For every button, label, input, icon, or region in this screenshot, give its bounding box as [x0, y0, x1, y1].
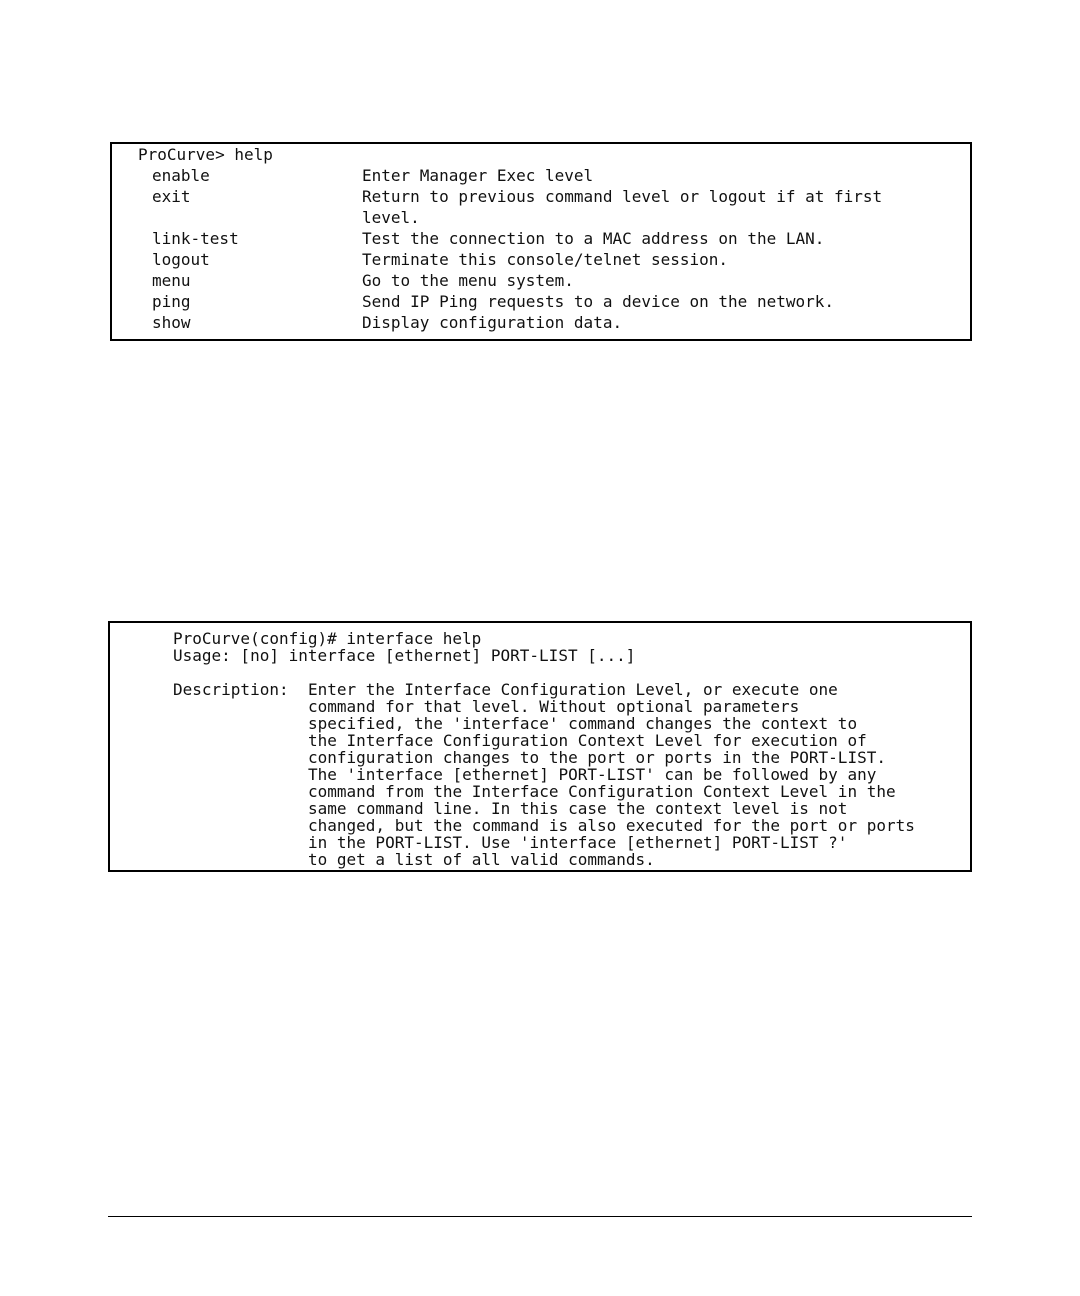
description-line: the Interface Configuration Context Level for execution of	[308, 731, 867, 750]
description-line: changed, but the command is also executed for the port or ports	[308, 816, 915, 835]
command-desc: Terminate this console/telnet session.	[362, 250, 729, 269]
description-line: specified, the 'interface' command changes the context to	[308, 714, 858, 733]
description-line: command from the Interface Configuration Context Level in the	[308, 782, 896, 801]
command-desc: Send IP Ping requests to a device on the network.	[362, 292, 835, 311]
command-name: ping	[152, 292, 191, 311]
description-line: in the PORT-LIST. Use 'interface [ethernet] PORT-LIST ?'	[308, 833, 848, 852]
description-line: Enter the Interface Configuration Level, or execute one	[308, 680, 838, 699]
command-name: enable	[152, 166, 210, 185]
command-name: logout	[152, 250, 210, 269]
command-name: link-test	[152, 229, 239, 248]
command-desc: Test the connection to a MAC address on the LAN.	[362, 229, 825, 248]
description-label: Description:	[173, 680, 289, 699]
command-name: exit	[152, 187, 191, 206]
command-desc: Go to the menu system.	[362, 271, 574, 290]
help-output-box	[110, 142, 972, 341]
interface-help-box	[108, 621, 972, 872]
usage-line: Usage: [no] interface [ethernet] PORT-LIST [...]	[173, 646, 636, 665]
description-line: configuration changes to the port or ports in the PORT-LIST.	[308, 748, 886, 767]
command-desc: level.	[362, 208, 420, 227]
interface-prompt: ProCurve(config)# interface help	[173, 629, 482, 648]
command-name: menu	[152, 271, 191, 290]
footer-divider	[108, 1216, 972, 1217]
description-line: command for that level. Without optional parameters	[308, 697, 800, 716]
description-line: to get a list of all valid commands.	[308, 850, 655, 869]
description-line: The 'interface [ethernet] PORT-LIST' can be followed by any	[308, 765, 877, 784]
description-line: same command line. In this case the context level is not	[308, 799, 848, 818]
help-prompt: ProCurve> help	[138, 145, 273, 164]
command-desc: Return to previous command level or logout if at first	[362, 187, 883, 206]
command-desc: Display configuration data.	[362, 313, 623, 332]
command-desc: Enter Manager Exec level	[362, 166, 594, 185]
command-name: show	[152, 313, 191, 332]
